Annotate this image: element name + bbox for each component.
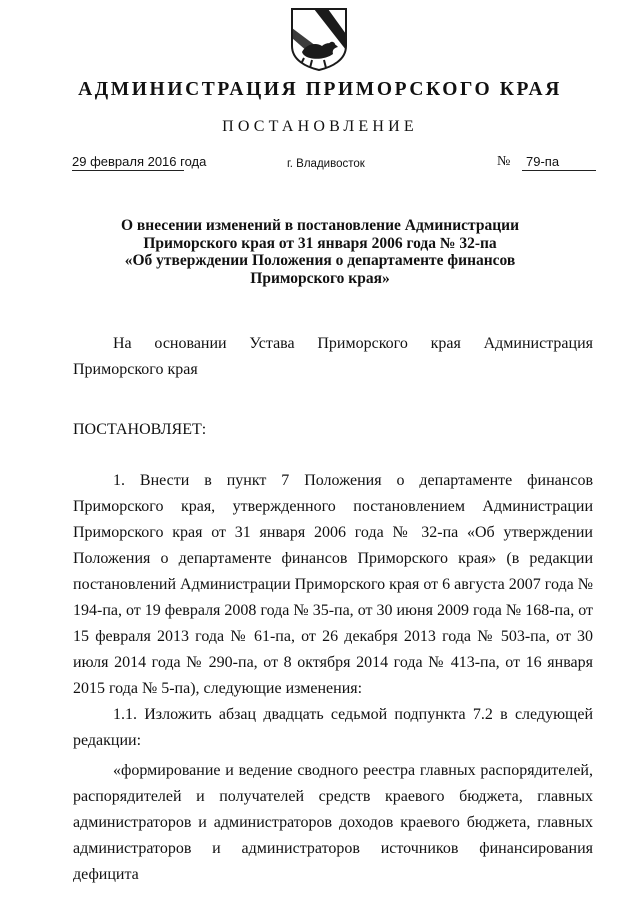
document-date: 29 февраля 2016 года [72,154,207,169]
document-title [100,217,540,287]
document-type: ПОСТАНОВЛЕНИЕ [222,118,418,135]
quoted-paragraph: «формирование и ведение сводного реестра главных распорядителей, распорядителей и получателей средств краевого бюджета, главных администраторов и администраторов доходов краевого бюджета, главных администраторов и администраторов источников финансирования дефицита [73,762,593,883]
preamble-text: На основании Устава Приморского края Администрация Приморского края [73,335,593,378]
title-line: Приморского края от 31 января 2006 года № 32-па [143,234,497,252]
document-number: 79-па [522,154,596,171]
decree-word: ПОСТАНОВЛЯЕТ: [73,421,207,438]
document-city: г. Владивосток [287,158,365,170]
paragraph-1: 1. Внести в пункт 7 Положения о департаменте финансов Приморского края, утвержденного постановлением Администрации Приморского края от 31 января 2006 года № 32-па «Об утверждении Положения о департаменте финансов Приморского края» (в редакции постановлений Администрации Приморского края от 6 августа 2007 года № 194-па, от 19 февраля 2008 года № 35-па, от 30 июня 2009 года № 168-па, от 15 февраля 2013 года № 61-па, от 26 декабря 2013 года № 503-па, от 30 июля 2014 года № 290-па, от 8 октября 2014 года № 413-па, от 16 января 2015 года № 5-па), следующие изменения: [73,472,593,697]
title-line: О внесении изменений в постановление Администрации [120,217,519,234]
document-number-label: № [497,154,511,169]
title-line: «Об утверждении Положения о департаменте финансов [124,252,516,269]
body-text [73,468,593,888]
organization-name: АДМИНИСТРАЦИЯ ПРИМОРСКОГО КРАЯ [78,79,562,100]
paragraph-1-1: 1.1. Изложить абзац двадцать седьмой подпункта 7.2 в следующей редакции: [73,706,593,749]
preamble-block [73,331,593,383]
coat-of-arms-icon [288,6,350,72]
title-line: Приморского края» [250,269,390,287]
